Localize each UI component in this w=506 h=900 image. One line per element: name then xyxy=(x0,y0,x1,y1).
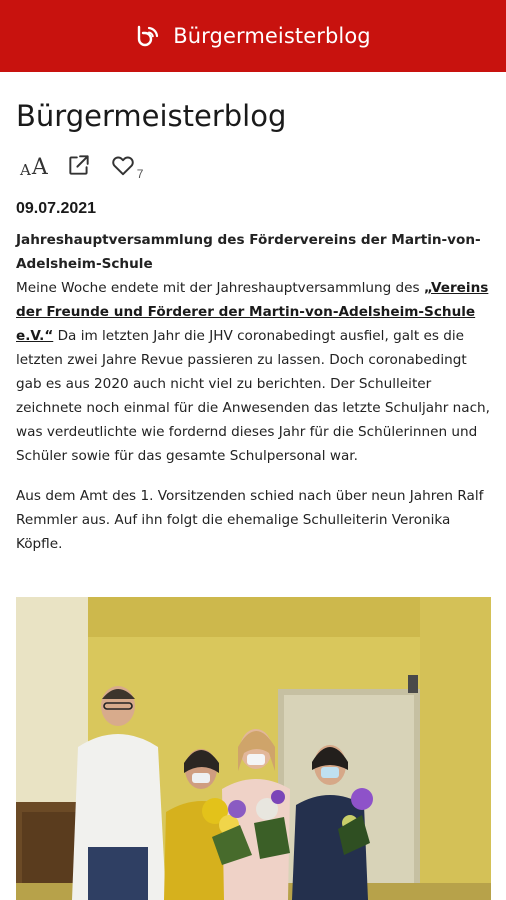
article-body xyxy=(16,228,492,556)
post-date: 09.07.2021 xyxy=(16,200,97,217)
font-size-big-glyph: A xyxy=(31,155,48,180)
like-count: 7 xyxy=(136,166,144,181)
heart-icon xyxy=(110,153,136,182)
app-bar xyxy=(0,0,506,72)
post-toolbar xyxy=(16,152,492,182)
post-heading: Jahreshauptversammlung des Fördervereins der Martin-von-Adelsheim-Schule xyxy=(16,232,481,272)
font-size-small-glyph: A xyxy=(20,161,31,179)
share-button[interactable] xyxy=(66,152,92,183)
association-link[interactable]: „Vereins der Freunde und Förderer der Martin-von-Adelsheim-Schule e.V.“ xyxy=(16,280,489,344)
post-content xyxy=(16,72,492,572)
app-bar-title: Bürgermeisterblog xyxy=(173,24,371,48)
external-link-icon xyxy=(66,152,92,183)
paragraph-1-text-start: Meine Woche endete mit der Jahreshauptversammlung des xyxy=(16,280,424,296)
paragraph-2: Aus dem Amt des 1. Vorsitzenden schied nach über neun Jahren Ralf Remmler aus. Auf ihn folgt die ehemalige Schulleiterin Veronika Köpfle. xyxy=(16,488,484,552)
blog-rss-icon xyxy=(135,23,161,49)
event-photo xyxy=(16,597,491,900)
paragraph-1-text-end: Da im letzten Jahr die JHV coronabedingt ausfiel, galt es die letzten zwei Jahre Revue passieren zu lassen. Doch coronabedingt gab es aus 2020 auch nicht viel zu berichten. Der Schulleiter zeichnete noch einmal für die Anwesenden das letzte Schuljahr nach, was verdeutlichte wie fordernd dieses Jahr für die Schülerinnen und Schüler sowie für das gesamte Schulpersonal war. xyxy=(16,328,490,464)
like-button[interactable] xyxy=(110,153,144,182)
font-size-button[interactable] xyxy=(16,155,48,179)
paragraph-1 xyxy=(16,276,492,468)
page-title: Bürgermeisterblog xyxy=(16,99,287,133)
